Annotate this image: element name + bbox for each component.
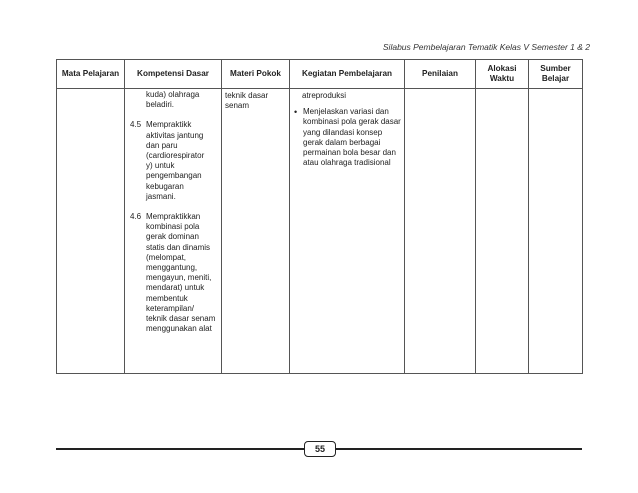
kd-continuation-text: kuda) olahraga beladiri. [146, 90, 200, 110]
table-row [57, 89, 583, 374]
column-header-penilaian: Penilaian [405, 60, 476, 89]
kd-item-number: 4.5 [130, 120, 142, 130]
cell-sumber-belajar [529, 89, 583, 374]
column-header-sumber-belajar [529, 60, 583, 89]
kd-item-number: 4.6 [130, 212, 142, 222]
materi-pokok-text: teknik dasar senam [225, 91, 269, 111]
sumber-belajar-label: Sumber Belajar [540, 64, 571, 83]
column-header-kompetensi-dasar: Kompetensi Dasar [125, 60, 222, 89]
column-header-kegiatan-pembelajaran: Kegiatan Pembelajaran [290, 60, 405, 89]
syllabus-table [56, 59, 583, 374]
cell-kegiatan-pembelajaran [290, 89, 405, 374]
column-header-mata-pelajaran: Mata Pelajaran [57, 60, 125, 89]
kegiatan-continuation-text: atreproduksi [302, 91, 347, 100]
kd-item [130, 120, 221, 202]
column-header-alokasi-waktu [476, 60, 529, 89]
cell-mata-pelajaran [57, 89, 125, 374]
kd-item [130, 212, 221, 334]
cell-kompetensi-dasar [125, 89, 222, 374]
kegiatan-bullet-text: Menjelaskan variasi dan kombinasi pola gerak dasar yang dilandasi konsep gerak dalam berbagai permainan bola besar dan atau olahraga tradisional [303, 107, 401, 168]
cell-penilaian [405, 89, 476, 374]
kd-item-text: Mempraktikkan kombinasi pola gerak dominan statis dan dinamis (melompat, menggantung, mengayun, meniti, mendarat) untuk membentuk keterampilan/ teknik dasar senam menggunakan alat [146, 212, 216, 334]
cell-alokasi-waktu [476, 89, 529, 374]
bullet-icon: • [294, 107, 298, 118]
alokasi-waktu-label: Alokasi Waktu [487, 64, 517, 83]
kd-continuation [130, 90, 221, 110]
page-number: 55 [304, 441, 336, 457]
kd-item-text: Mempraktikk aktivitas jantung dan paru (cardiorespirator y) untuk pengembangan kebugaran jasmani. [146, 120, 205, 201]
table-header-row [57, 60, 583, 89]
cell-materi-pokok [222, 89, 290, 374]
column-header-materi-pokok: Materi Pokok [222, 60, 290, 89]
list-item [294, 107, 404, 168]
document-header: Silabus Pembelajaran Tematik Kelas V Semester 1 & 2 [382, 42, 590, 52]
